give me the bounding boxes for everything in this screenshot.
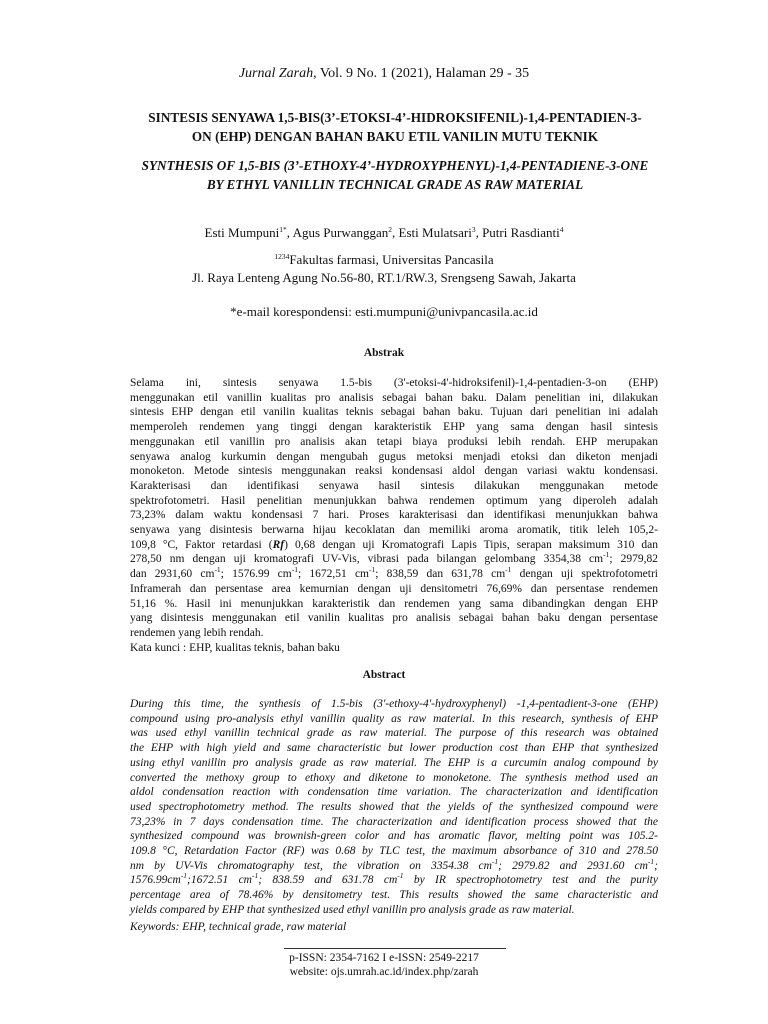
- author-name: Esti Mumpuni: [204, 225, 280, 240]
- author-name: Esti Mulatsari: [398, 225, 472, 240]
- footer-divider: [284, 948, 506, 949]
- text-line: dan 2931,60 $cm^{-1}$; 1576.99 $cm^{-1}$; 1672,51 $cm^{-1}$; 838,59 dan 631,78 $cm^{-1}$ dengan uji spektrofotometri: [130, 565, 658, 581]
- text-line: converted the methoxy group to ethoxy and diketone to monoketone. The synthesis method used an: [130, 771, 658, 784]
- text-line: synthesized compound was brownish-green color and has aromatic flavor, melting point was 105.2-: [130, 830, 658, 843]
- title-en-line: SYNTHESIS OF 1,5-BIS (3’-ETHOXY-4’-HYDROXYPHENYL)-1,4-PENTADIENE-3-ONE: [141, 158, 649, 173]
- text-line: used spectrophotometry method. The results showed that the yields of the synthesized compound were: [130, 800, 658, 813]
- abstract-body: [130, 697, 658, 918]
- keywords-english: Keywords: EHP, technical grade, raw material: [130, 921, 347, 933]
- text-line: nm by UV-Vis chromatography test, the vibration on 3354.38 $cm^{-1}$; 2979.82 and 2931.60 $cm^{-1}$;: [130, 856, 658, 872]
- text-line: 51,16 %. Hasil ini menunjukkan karakteristik dan rendemen yang sama dibandingkan dengan EHP: [130, 597, 658, 610]
- text-line: menggunakan etil vanillin kualitas pro analisis sebagai bahan baku. Dalam penelitian ini, dilakukan: [130, 391, 658, 404]
- text-line: During this time, the synthesis of 1.5-bis (3'-ethoxy-4'-hydroxyphenyl) -1,4-pentadient-3-one (EHP): [130, 698, 658, 710]
- text-line: Selama ini, sintesis senyawa 1.5-bis (3'-etoksi-4'-hidroksifenil)-1,4-pentadien-3-on (EHP): [130, 377, 658, 389]
- author-affiliation-mark: 4: [559, 225, 564, 234]
- abstrak-body: [130, 376, 658, 641]
- footer-issn: p-ISSN: 2354-7162 I e-ISSN: 2549-2217: [289, 952, 479, 964]
- footer-website: website: ojs.umrah.ac.id/index.php/zarah: [289, 966, 479, 978]
- text-line: 278,50 nm dengan uji kromatografi UV-Vis, vibrasi pada bilangan gelombang 3354,38 $cm^{-1}$; 2979,82: [130, 550, 658, 566]
- title-id-line: ON (EHP) DENGAN BAHAN BAKU ETIL VANILIN MUTU TEKNIK: [191, 129, 599, 144]
- author-affiliation-mark: 2: [388, 225, 393, 234]
- author-separator: ,: [392, 225, 399, 240]
- text-line: 73,23% dalam waktu kondensasi 7 hari. Proses karakterisasi dan identifikasi menunjukkan bahwa: [130, 509, 658, 522]
- text-line: 109.8 °C, Retardation Factor (RF) was 0.68 by TLC test, the maximum absorbance of 310 and 278.50: [130, 845, 658, 858]
- journal-header: [0, 66, 768, 82]
- text-line: 109,8 °C, Faktor retardasi (Rf) 0,68 dengan uji Kromatografi Lapis Tipis, serapan maksimum 310 dan: [130, 538, 658, 551]
- title-en-line: BY ETHYL VANILLIN TECHNICAL GRADE AS RAW MATERIAL: [206, 177, 584, 192]
- text-line: the EHP with high yield and same characteristic but lower production cost than EHP that synthesized: [130, 742, 658, 755]
- author-affiliation-mark: 3: [471, 225, 476, 234]
- journal-details: , Vol. 9 No. 1 (2021), Halaman 29 - 35: [313, 66, 530, 81]
- author-name: Putri Rasdianti: [482, 225, 560, 240]
- author-separator: ,: [286, 225, 293, 240]
- journal-name: Jurnal Zarah: [238, 66, 314, 81]
- text-line: was used ethyl vanillin technical grade as raw material. The purpose of this research was obtained: [130, 727, 658, 740]
- author-list: [0, 225, 768, 241]
- text-line: spektrofotometri. Hasil penelitian menunjukkan bahwa rendemen optimum yang diperoleh adalah: [130, 494, 658, 507]
- text-line: $1576.99cm^{-1};1672.51$ $cm^{-1}$; 838.59 and 631.78 $cm^{-1}$ by IR spectrophotometry test and the purity: [130, 871, 658, 887]
- title-indonesian: [100, 108, 690, 146]
- text-line: compound using pro-analysis ethyl vanillin quality as raw material. In this research, synthesis of EHP: [130, 712, 658, 725]
- text-line: Inframerah dan persentase area kemurnian dengan uji densitometri 76,69% dan persentase rendemen: [130, 582, 658, 595]
- abstract-heading: Abstract: [362, 669, 406, 681]
- text-line: rendemen yang lebih rendah.: [130, 626, 264, 639]
- abstrak-heading: Abstrak: [363, 347, 405, 359]
- text-line: using ethyl vanillin pro analysis grade as raw material. The EHP is a curcumin analog compound by: [130, 756, 658, 769]
- text-line: yang disintesis menggunakan etil vanilin kualitas pro analisis sebagai bahan baku dengan persentase: [130, 612, 658, 625]
- keywords-indonesian: Kata kunci : EHP, kualitas teknis, bahan baku: [130, 642, 340, 654]
- text-line: Karakterisasi dan identifikasi senyawa hasil sintesis dilakukan menggunakan metode: [130, 479, 658, 492]
- text-line: memperoleh rendemen yang tinggi dengan karakteristik EHP yang sama dengan hasil sintesis: [130, 421, 658, 434]
- text-line: yields compared by EHP that synthesized used ethyl vanillin pro analysis grade as raw material.: [130, 903, 575, 916]
- affiliation-address: Jl. Raya Lenteng Agung No.56-80, RT.1/RW.3, Srengseng Sawah, Jakarta: [192, 270, 576, 285]
- author-separator: ,: [475, 225, 483, 240]
- text-line: percentage area of 78.46% by densitometry test. This results showed the same characteristic and: [130, 889, 658, 902]
- text-line: sintesis EHP dengan etil vanilin kualitas teknis sebagai bahan baku. Tujuan dari penelitian ini adalah: [130, 406, 658, 419]
- correspondence-email: *e-mail korespondensi: esti.mumpuni@univpancasila.ac.id: [230, 304, 538, 319]
- affiliation-institution: Fakultas farmasi, Universitas Pancasila: [289, 252, 494, 267]
- affiliation-mark: 1234: [274, 252, 290, 261]
- author-name: Agus Purwanggan: [292, 225, 389, 240]
- text-line: senyawa yang disintesis berwarna hijau kecoklatan dan memiliki aroma aromatik, titik leleh 105,2-: [130, 524, 658, 537]
- text-line: 73,23% in 7 days condensation time. The characterization and identification process showed that the: [130, 815, 658, 828]
- text-line: monoketon. Metode sintesis menggunakan reaksi kondensasi aldol dengan variasi waktu kondensasi.: [130, 465, 658, 478]
- affiliation: [0, 251, 768, 287]
- text-line: senyawa analog kurkumin dengan mengubah gugus metoksi menjadi etoksi dan diketon menjadi: [130, 450, 658, 463]
- author-affiliation-mark: 1*: [279, 225, 287, 234]
- title-english: [100, 156, 690, 194]
- text-line: menggunakan etil vanillin pro analisis akan tetapi biaya produksi lebih rendah. EHP merupakan: [130, 435, 658, 448]
- text-line: aldol condensation reaction with condensation time variation. The characterization and identification: [130, 786, 658, 799]
- title-id-line: SINTESIS SENYAWA 1,5-BIS(3’-ETOKSI-4’-HIDROKSIFENIL)-1,4-PENTADIEN-3-: [148, 110, 642, 125]
